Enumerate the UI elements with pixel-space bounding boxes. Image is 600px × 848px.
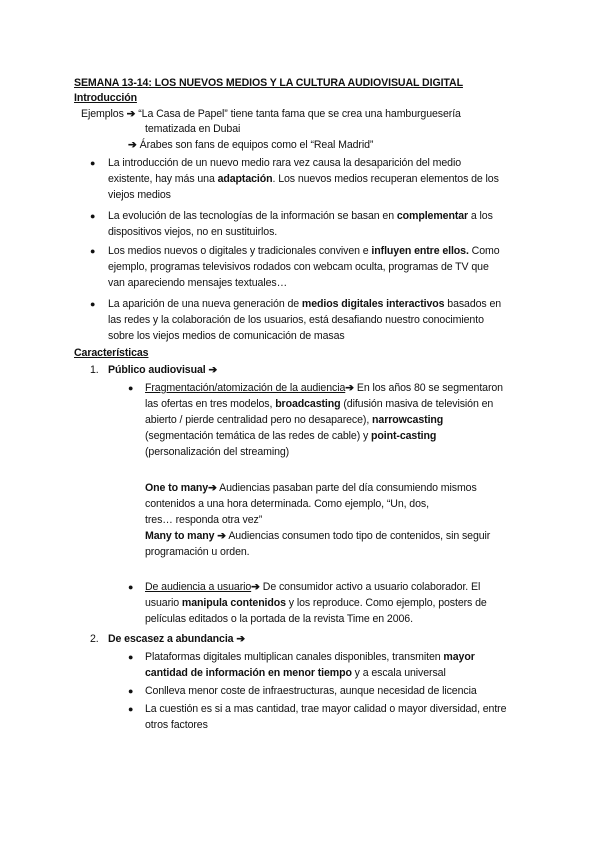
aud-l1 (145, 580, 480, 594)
bullet-icon: ● (90, 211, 96, 221)
text-run: abierto / pierde centralidad pero no desaparece), (145, 414, 373, 426)
esc-3-l1: La cuestión es si a mas cantidad, trae mayor calidad o mayor diversidad, entre (145, 703, 507, 715)
esc-2: Conlleva menor coste de infraestructuras, aunque necesidad de licencia (145, 685, 477, 697)
text-run: La aparición de una nueva generación de (108, 298, 302, 310)
example-2-text: Árabes son fans de equipos como el “Real Madrid” (139, 139, 374, 151)
text-run: (segmentación temática de las redes de cable) y (145, 430, 372, 442)
text-run: y a escala universal (351, 667, 446, 679)
arrow-icon: ➔ (345, 382, 355, 394)
bold-run: broadcasting (275, 398, 341, 410)
text-run: usuario (145, 597, 182, 609)
intro-bullet-1-l2 (108, 172, 499, 186)
intro-bullet-2-l1 (108, 209, 493, 223)
arrow-icon: ➔ (208, 482, 217, 494)
examples-line-1 (81, 107, 461, 121)
o2m-l3: tres… responda otra vez” (145, 514, 263, 526)
bullet-icon: ● (128, 704, 134, 714)
o2m-label: One to many (145, 482, 209, 494)
arrow-icon: ➔ (251, 581, 260, 593)
bullet-icon: ● (90, 299, 96, 309)
bullet-icon: ● (128, 686, 134, 696)
intro-bullet-4-l1 (108, 297, 501, 311)
text-run: y los reproduce. Como ejemplo, posters de (285, 597, 487, 609)
list-number-1: 1. (90, 364, 99, 376)
bold-run: adaptación (217, 173, 273, 185)
bold-run: medios digitales interactivos (301, 298, 445, 310)
frag-l1 (145, 381, 503, 395)
bold-run: cantidad de información en menor tiempo (145, 667, 352, 679)
m2m-label: Many to many (145, 530, 215, 542)
bold-run: mayor (443, 651, 475, 663)
bold-run: narrowcasting (372, 414, 444, 426)
text-run: Audiencias pasaban parte del día consumiendo mismos (216, 482, 477, 494)
text-run: De consumidor activo a usuario colaborador. El (259, 581, 481, 593)
esc-1-l1 (145, 650, 475, 664)
text-run: existente, hay más una (108, 173, 218, 185)
text-run: Como (468, 245, 500, 257)
bold-run: manipula contenidos (181, 597, 286, 609)
aud-label: De audiencia a usuario (145, 581, 252, 593)
o2m-l1 (145, 481, 477, 495)
o2m-l2: contenidos a una hora determinada. Como ejemplo, “Un, dos, (145, 498, 429, 510)
intro-heading: Introducción (74, 92, 137, 104)
arrow-icon: ➔ (128, 139, 137, 151)
esc-3-l2: otros factores (145, 719, 208, 731)
list-number-2: 2. (90, 633, 99, 645)
item-2-label: De escasez a abundancia (108, 633, 234, 645)
text-run: (difusión masiva de televisión en (340, 398, 494, 410)
intro-bullet-4-l3: sobre los viejos medios de comunicación de masas (108, 330, 345, 342)
intro-bullet-2-l2: dispositivos viejos, no en sustituirlos. (108, 226, 278, 238)
frag-l4 (145, 429, 436, 443)
bullet-icon: ● (128, 582, 134, 592)
bullet-icon: ● (128, 652, 134, 662)
bold-run: complementar (396, 210, 469, 222)
arrow-icon: ➔ (217, 530, 227, 542)
arrow-icon: ➔ (208, 364, 218, 376)
text-run: a los (468, 210, 493, 222)
bullet-icon: ● (128, 383, 134, 393)
m2m-l1 (145, 529, 490, 543)
frag-l5: (personalización del streaming) (145, 446, 290, 458)
aud-l3: películas editados o la portada de la revista Time en 2006. (145, 613, 413, 625)
intro-bullet-3-l1 (108, 244, 500, 258)
example-1-cont: tematizada en Dubai (145, 123, 241, 135)
text-run: Los medios nuevos o digitales y tradicionales conviven e (108, 245, 372, 257)
bullet-icon: ● (90, 158, 96, 168)
text-run: basados en (444, 298, 502, 310)
intro-bullet-4-l2: las redes y la colaboración de los usuarios, está desafiando nuestro conocimiento (108, 314, 484, 326)
item-1-title (108, 363, 217, 377)
intro-bullet-3-l2: ejemplo, programas televisivos rodados con webcam oculta, programas de TV que (108, 261, 489, 273)
frag-l2 (145, 397, 493, 411)
text-run: Audiencias consumen todo tipo de contenidos, sin seguir (226, 530, 491, 542)
intro-bullet-3-l3: van apareciendo mensajes textuales… (108, 277, 288, 289)
page-title: SEMANA 13-14: LOS NUEVOS MEDIOS Y LA CULTURA AUDIOVISUAL DIGITAL (74, 77, 463, 89)
item-1-label: Público audiovisual (108, 364, 206, 376)
text-run: La evolución de las tecnologías de la información se basan en (108, 210, 397, 222)
frag-l3 (145, 413, 443, 427)
bullet-icon: ● (90, 246, 96, 256)
intro-bullet-1-l1: La introducción de un nuevo medio rara vez causa la desaparición del medio (108, 157, 462, 169)
m2m-l2: programación u orden. (145, 546, 250, 558)
arrow-icon: ➔ (236, 633, 246, 645)
item-2-title (108, 632, 245, 646)
intro-bullet-1-l3: viejos medios (108, 189, 171, 201)
frag-label: Fragmentación/atomización de la audiencia (145, 382, 346, 394)
bold-run: influyen entre ellos. (371, 245, 469, 257)
arrow-icon: ➔ (126, 108, 136, 120)
example-1-text: “La Casa de Papel” tiene tanta fama que se crea una hamburguesería (138, 108, 461, 120)
examples-label: Ejemplos (81, 108, 124, 120)
aud-l2 (145, 596, 487, 610)
bold-run: point-casting (371, 430, 437, 442)
text-run: . Los nuevos medios recuperan elementos de los (272, 173, 499, 185)
text-run: las ofertas en tres modelos, (145, 398, 276, 410)
esc-1-l2 (145, 666, 446, 680)
carac-heading: Características (74, 347, 149, 359)
text-run: Plataformas digitales multiplican canales disponibles, transmiten (145, 651, 444, 663)
example-2-line (128, 138, 373, 152)
text-run: En los años 80 se segmentaron (354, 382, 503, 394)
